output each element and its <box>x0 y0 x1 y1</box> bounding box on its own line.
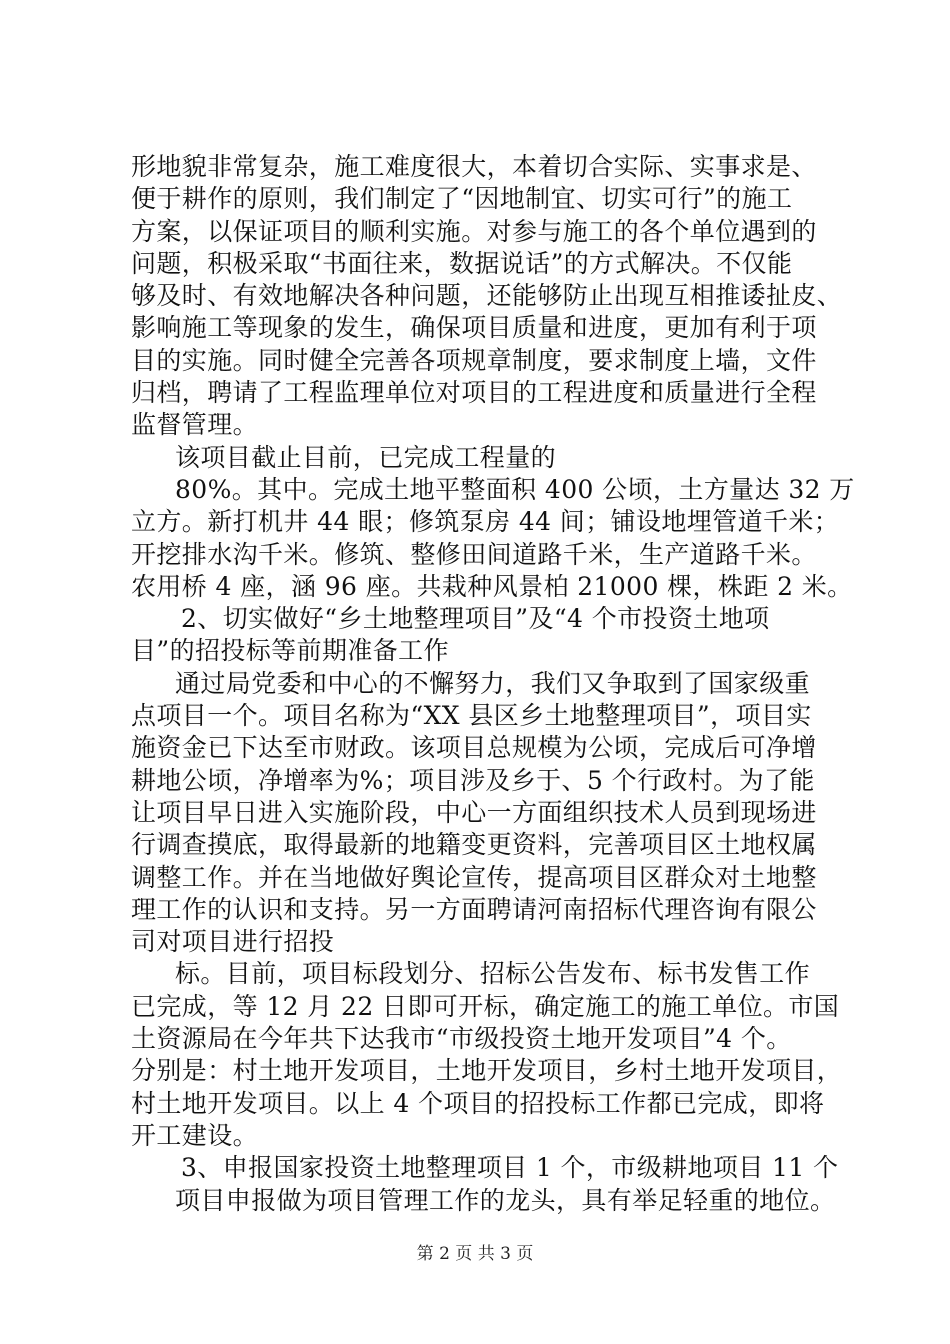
text-line: 行调查摸底，取得最新的地籍变更资料，完善项目区土地权属 <box>131 830 817 860</box>
text-line: 村土地开发项目。以上 4 个项目的招投标工作都已完成，即将 <box>131 1088 825 1118</box>
text-line: 形地貌非常复杂，施工难度很大，本着切合实际、实事求是、 <box>131 152 817 181</box>
text-line: 标。目前，项目标段划分、招标公告发布、标书发售工作 <box>175 959 811 989</box>
text-line: 归档，聘请了工程监理单位对项目的工程进度和质量进行全程 <box>131 378 817 408</box>
text-line: 土资源局在今年共下达我市“市级投资土地开发项目”4 个。 <box>131 1024 792 1054</box>
text-line: 影响施工等现象的发生，确保项目质量和进度，更加有利于项 <box>131 313 817 343</box>
text-line: 目的实施。同时健全完善各项规章制度，要求制度上墙，文件 <box>131 345 817 375</box>
text-line: 已完成，等 12 月 22 日即可开标，确定施工的施工单位。市国 <box>131 991 840 1021</box>
text-line: 耕地公顷，净增率为%；项目涉及乡于、5 个行政村。为了能 <box>131 765 815 795</box>
text-line: 够及时、有效地解决各种问题，还能够防止出现互相推诿扯皮、 <box>131 281 843 311</box>
page-footer <box>0 1244 950 1264</box>
text-line: 便于耕作的原则，我们制定了“因地制宜、切实可行”的施工 <box>131 184 793 214</box>
text-line: 通过局党委和中心的不懈努力，我们又争取到了国家级重 <box>175 668 811 698</box>
text-line: 方案，以保证项目的顺利实施。对参与施工的各个单位遇到的 <box>131 216 817 246</box>
text-line: 立方。新打机井 44 眼；修筑泵房 44 间；铺设地埋管道千米； <box>131 507 840 537</box>
text-line: 理工作的认识和支持。另一方面聘请河南招标代理咨询有限公 <box>131 894 817 924</box>
text-line: 80%。其中。完成土地平整面积 400 公顷，土方量达 32 万 <box>175 474 855 504</box>
text-line: 问题，积极采取“书面往来，数据说话”的方式解决。不仅能 <box>131 248 793 278</box>
text-line: 项目申报做为项目管理工作的龙头，具有举足轻重的地位。 <box>175 1185 836 1215</box>
text-line: 农用桥 4 座，涵 96 座。共栽种风景柏 21000 棵，株距 2 米。 <box>131 571 853 601</box>
text-line: 调整工作。并在当地做好舆论宣传，提高项目区群众对土地整 <box>131 862 817 892</box>
section-heading: 3、申报国家投资土地整理项目 1 个，市级耕地项目 11 个 <box>181 1153 839 1183</box>
section-heading: 目”的招投标等前期准备工作 <box>131 636 449 666</box>
text-line: 该项目截止目前，已完成工程量的 <box>175 442 557 472</box>
text-line: 分别是：村土地开发项目，土地开发项目，乡村土地开发项目， <box>131 1056 843 1086</box>
text-line: 开工建设。 <box>131 1120 259 1150</box>
page-number: 第 2 页 共 3 页 <box>416 1244 534 1264</box>
text-line: 点项目一个。项目名称为“XX 县区乡土地整理项目”，项目实 <box>131 701 812 731</box>
text-line: 司对项目进行招投 <box>131 927 335 957</box>
text-line: 让项目早日进入实施阶段，中心一方面组织技术人员到现场进 <box>131 797 817 827</box>
document-body <box>131 151 861 1217</box>
text-line: 监督管理。 <box>131 410 259 440</box>
section-heading: 2、切实做好“乡土地整理项目”及“4 个市投资土地项 <box>181 604 770 634</box>
text-line: 开挖排水沟千米。修筑、整修田间道路千米，生产道路千米。 <box>131 539 817 569</box>
text-line: 施资金已下达至市财政。该项目总规模为公顷，完成后可净增 <box>131 733 817 763</box>
